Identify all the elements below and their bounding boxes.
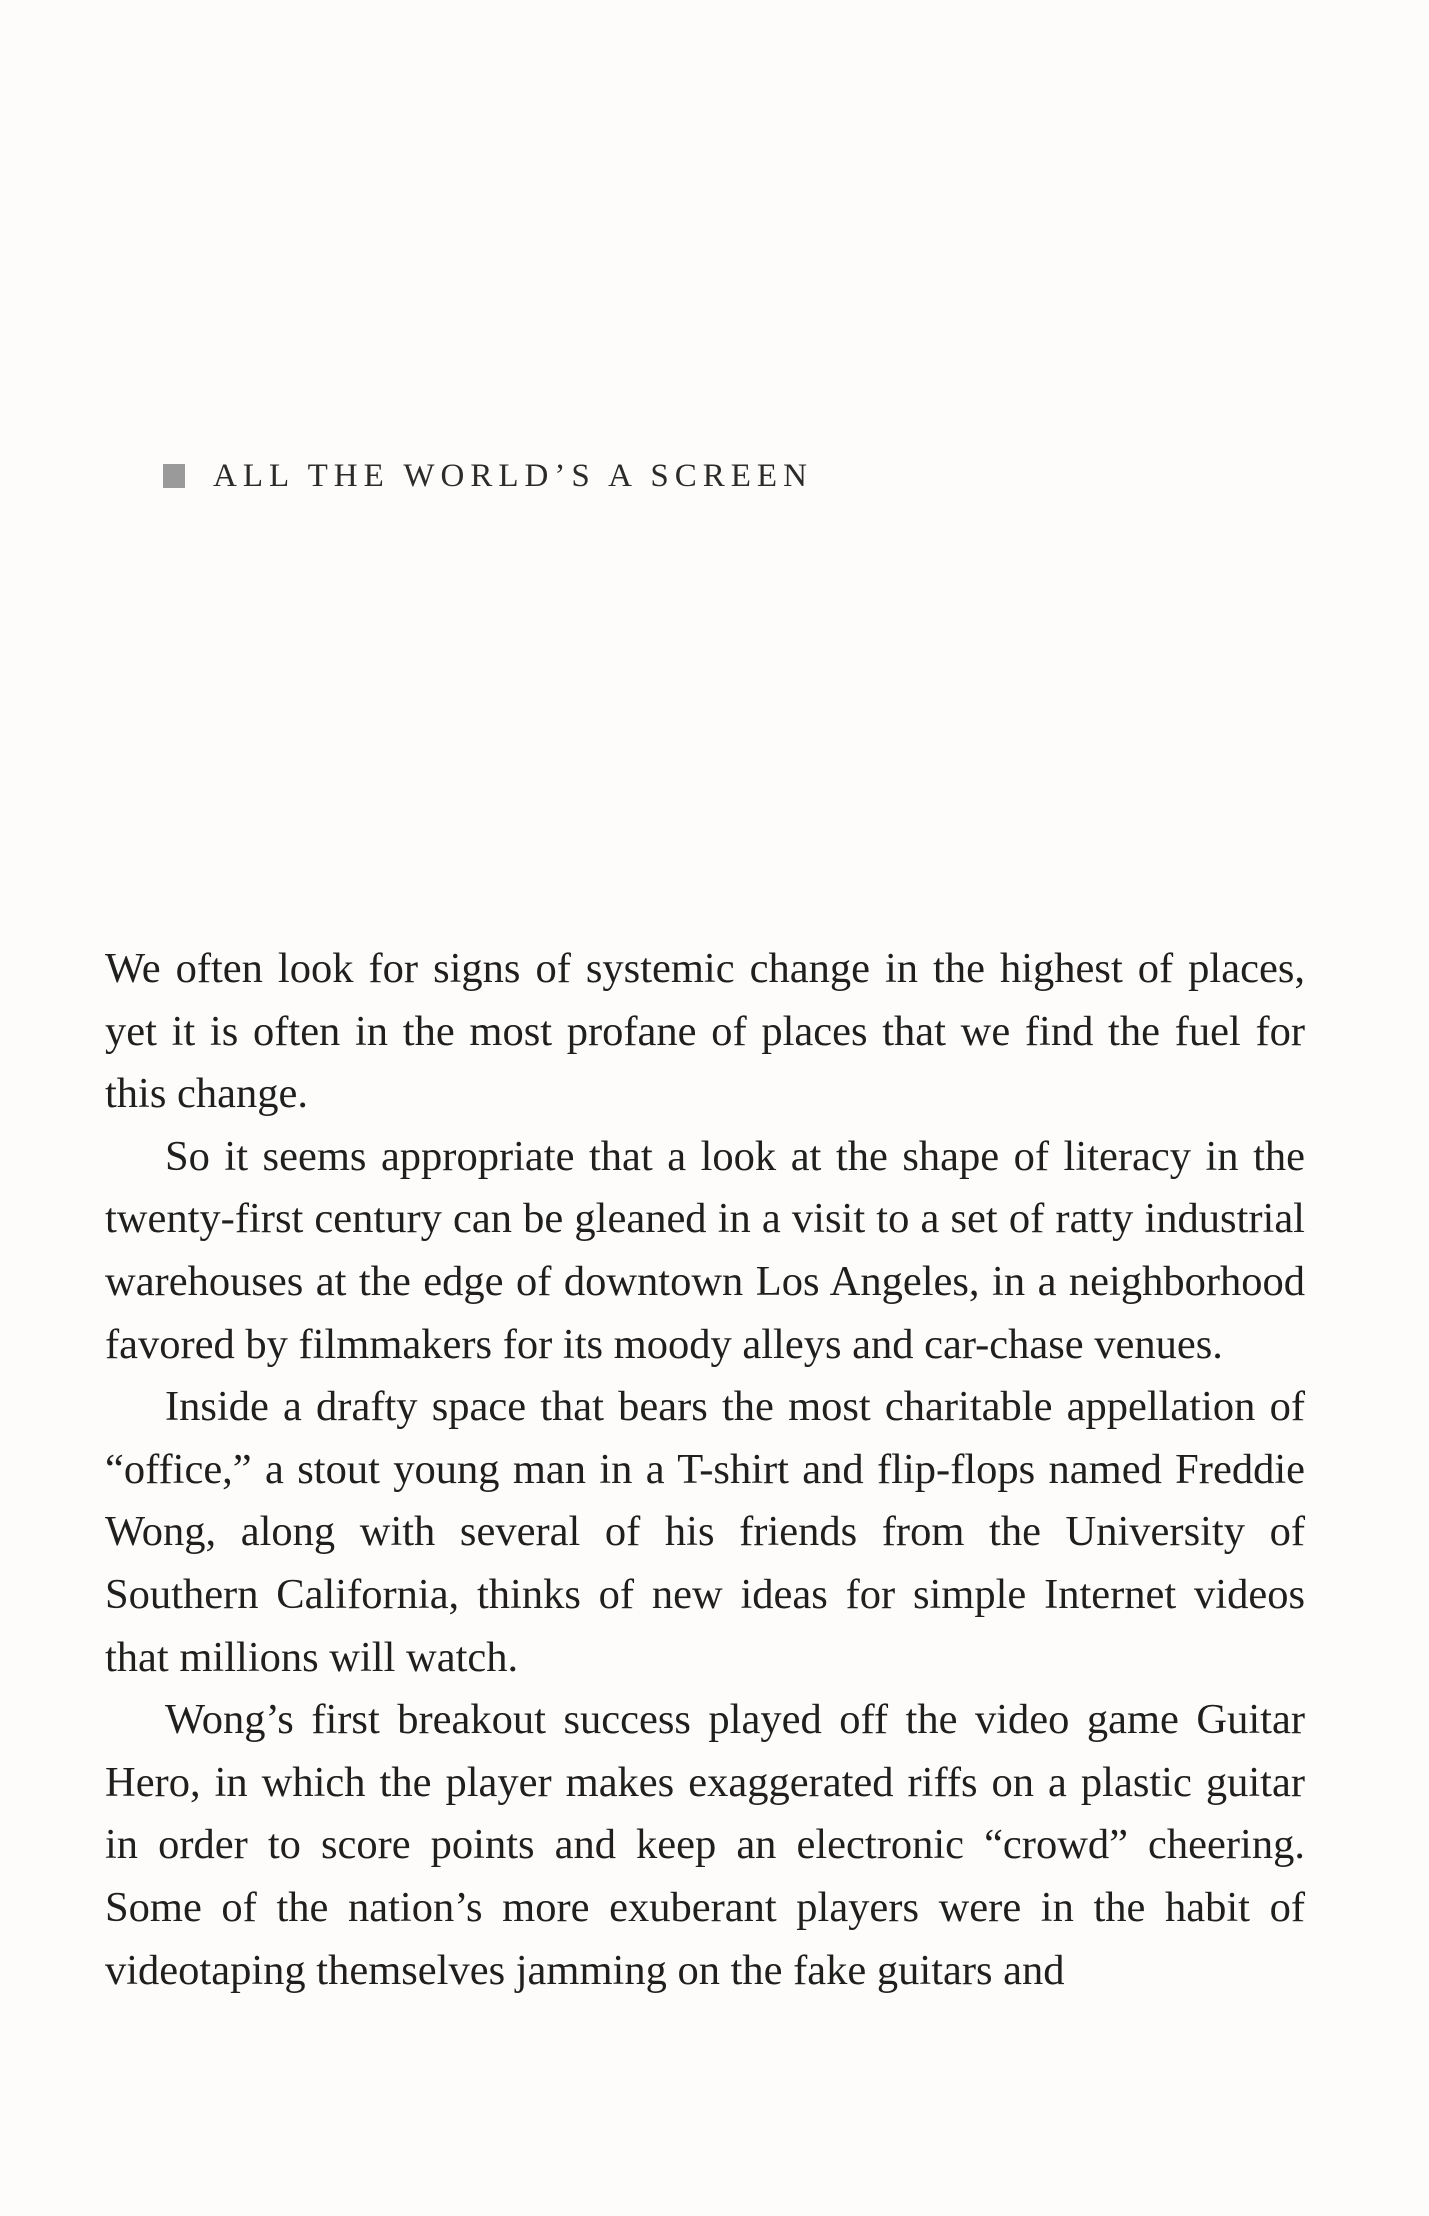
paragraph-1: We often look for signs of systemic change in the highest of places, yet it is often in the most profane of places that we find the fuel for this change. <box>105 945 1305 1118</box>
paragraph-3: Inside a drafty space that bears the most charitable appellation of “office,” a stout young man in a T-shirt and flip-flops named Freddie Wong, along with several of his friends from the University of Southern California, thinks of new ideas for simple Internet videos that millions will watch. <box>105 1383 1305 1681</box>
paragraph-2: So it seems appropriate that a look at the shape of literacy in the twenty-first century can be gleaned in a visit to a set of ratty industrial warehouses at the edge of downtown Los Angeles, in a neighborhood favored by filmmakers for its moody alleys and car-chase venues. <box>105 1132 1305 1368</box>
paragraph-4: Wong’s first breakout success played off the video game Guitar Hero, in which the player makes exaggerated riffs on a plastic guitar in order to score points and keep an electronic “crowd” cheering. Some of the nation’s more exuberant players were in the habit of videotaping themselves jamming on the fake guitars and <box>105 1696 1305 1994</box>
running-header-title: ALL THE WORLD’S A SCREEN <box>213 457 813 494</box>
running-header <box>163 456 813 496</box>
header-square-mark <box>163 464 185 488</box>
body-text <box>105 938 1305 2002</box>
